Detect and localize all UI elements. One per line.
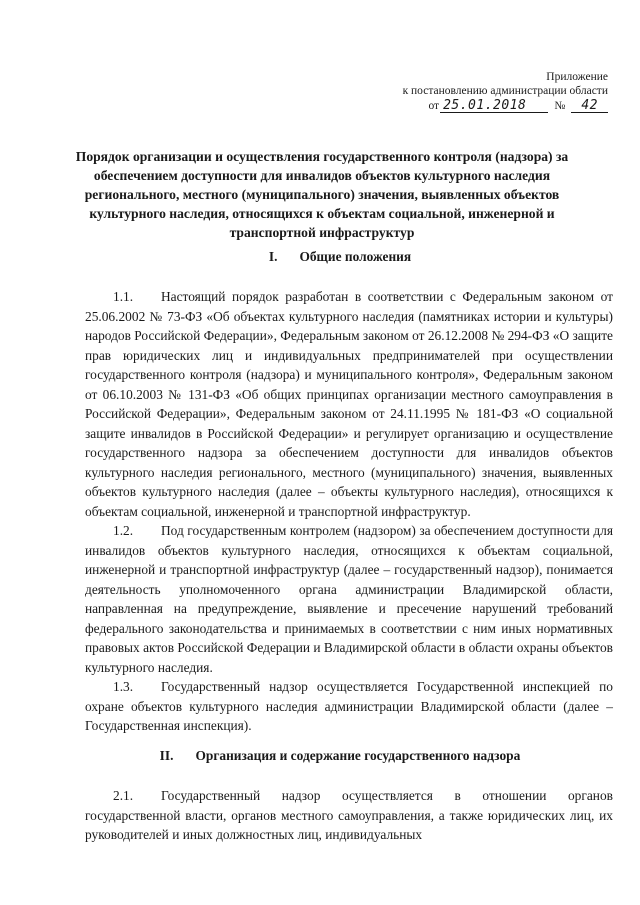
decree-date: 25.01.2018 bbox=[440, 99, 548, 113]
appendix-header bbox=[403, 70, 608, 113]
section-heading-1 bbox=[70, 249, 610, 265]
section-2-body bbox=[85, 786, 613, 845]
decree-number: 42 bbox=[571, 99, 608, 113]
section-title: Общие положения bbox=[299, 249, 412, 264]
paragraph-text: Настоящий порядок разработан в соответствии с Федеральным законом от 25.06.2002 № 73-ФЗ «Об объектах культурного наследия (памятниках истории и культуры) народов Российской Федерации», Федеральным законом от 26.12.2008 № 294-ФЗ «О защите прав юридических лиц и индивидуальных предпринимателей при осуществлении государственного контроля (надзора) и муниципального контроля», Федеральным законом от 06.10.2003 № 131-ФЗ «Об общих принципах организации местного самоуправления в Российской Федерации», Федеральным законом от 24.11.1995 № 181-ФЗ «О социальной защите инвалидов в Российской Федерации» и регулирует организацию и осуществление государственного надзора за обеспечением доступности для инвалидов объектов культурного наследия регионального, местного (муниципального) значения, выявленных объектов культурного наследия (далее – объекты культурного наследия), относящихся к объектам социальной, инженерной и транспортной инфраструктур. bbox=[85, 289, 613, 519]
section-number: II. bbox=[159, 748, 174, 763]
appendix-decree-reference: к постановлению администрации области bbox=[402, 85, 608, 97]
appendix-label: Приложение bbox=[546, 71, 608, 83]
document-title: Порядок организации и осуществления государственного контроля (надзора) за обеспечением доступности для инвалидов объектов культурного наследия регионального, местного (муниципального) значения, выявленных объектов культурного наследия, относящихся к объектам социальной, инженерной и транспортной инфраструктур bbox=[75, 149, 569, 240]
paragraph-number: 1.3. bbox=[113, 679, 134, 694]
paragraph-1-1 bbox=[85, 287, 613, 521]
section-number: I. bbox=[268, 249, 278, 264]
section-title: Организация и содержание государственного надзора bbox=[195, 748, 521, 763]
paragraph-text: Государственный надзор осуществляется Государственной инспекцией по охране объектов культурного наследия администрации Владимирской области (далее – Государственная инспекция). bbox=[85, 679, 613, 733]
paragraph-number: 1.1. bbox=[113, 289, 134, 304]
paragraph-text: Под государственным контролем (надзором) за обеспечением доступности для инвалидов объектов культурного наследия, относящихся к объектам социальной, инженерной и транспортной инфраструктур (далее – государственный надзор), понимается деятельность уполномоченного органа администрации Владимирской области, направленная на предупреждение, выявление и пресечение нарушений требований федерального законодательства и принимаемых в соответствии с ним иных нормативных правовых актов Российской Федерации и Владимирской области в области охраны объектов культурного наследия. bbox=[85, 523, 613, 675]
paragraph-2-1 bbox=[85, 786, 613, 845]
section-heading-2 bbox=[70, 748, 610, 764]
number-sign: № bbox=[554, 100, 566, 112]
date-prefix: от bbox=[428, 100, 440, 112]
section-1-body bbox=[85, 287, 613, 736]
paragraph-number: 1.2. bbox=[113, 523, 134, 538]
paragraph-1-2 bbox=[85, 521, 613, 677]
paragraph-number: 2.1. bbox=[113, 788, 134, 803]
paragraph-1-3 bbox=[85, 677, 613, 736]
appendix-date-number bbox=[403, 99, 608, 113]
paragraph-text: Государственный надзор осуществляется в отношении органов государственной власти, органов местного самоуправления, а также юридических лиц, их руководителей и иных должностных лиц, индивидуальных bbox=[85, 788, 613, 842]
